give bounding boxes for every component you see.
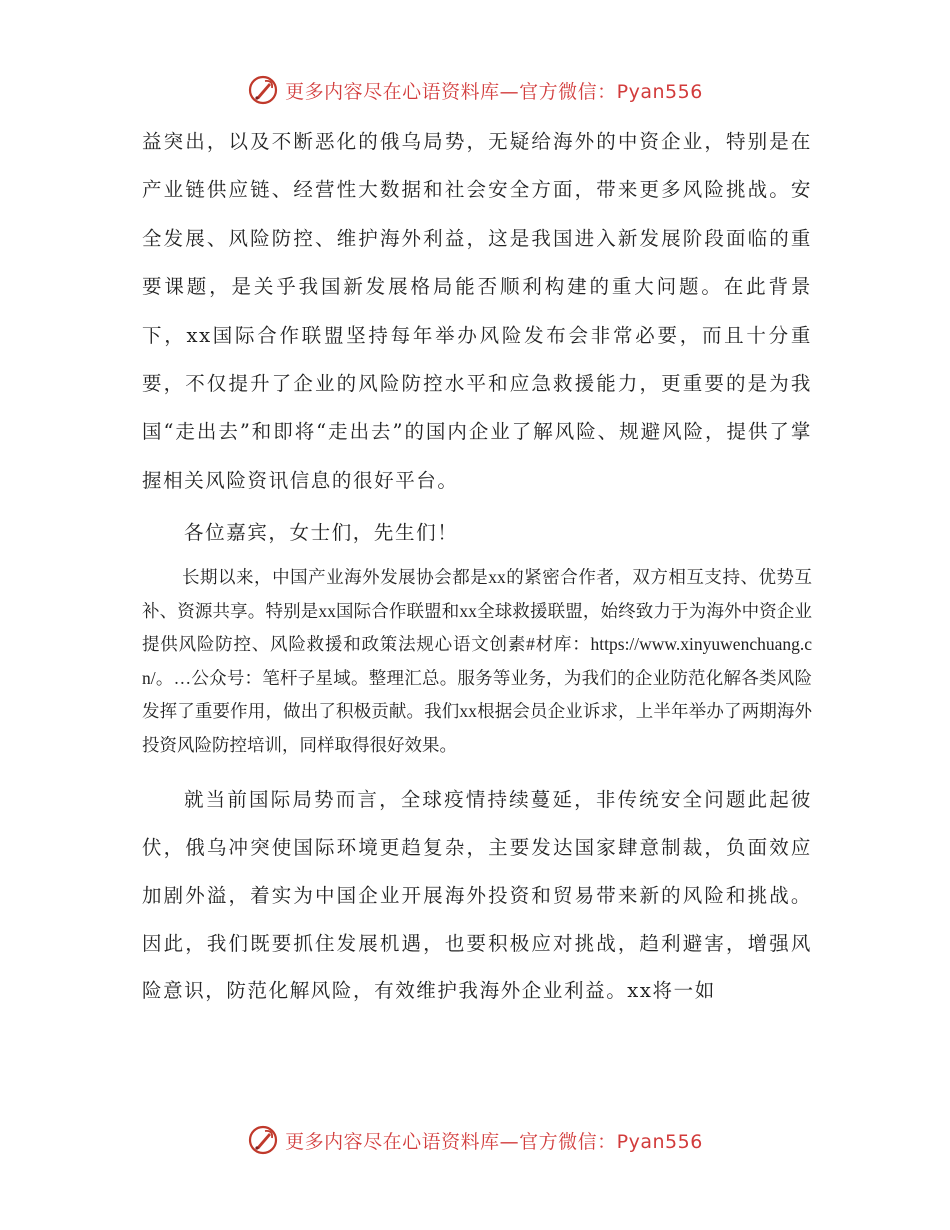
footer-watermark-banner — [0, 1120, 950, 1160]
watermark-text: 更多内容尽在心语资料库—官方微信：Pyan556 — [285, 80, 703, 103]
greeting-line: 各位嘉宾，女士们，先生们！ — [184, 521, 459, 545]
pen-feather-logo-icon — [247, 1124, 279, 1156]
pen-feather-logo-icon — [247, 74, 279, 106]
paragraph-international-situation: 就当前国际局势而言，全球疫情持续蔓延，非传统安全问题此起彼伏，俄乌冲突使国际环境更趋复杂，主要发达国家肆意制裁，负面效应加剧外溢，着实为中国企业开展海外投资和贸易带来新的风险和挑战。因此，我们既要抓住发展机遇，也要积极应对挑战，趋利避害，增强风险意识，防范化解风险，有效维护我海外企业利益。xx将一如 — [142, 788, 812, 1003]
document-body — [142, 118, 812, 1015]
paragraph-cooperation: 长期以来，中国产业海外发展协会都是xx的紧密合作者，双方相互支持、优势互补、资源共享。特别是xx国际合作联盟和xx全球救援联盟，始终致力于为海外中资企业提供风险防控、风险救援和政策法规心语文创素#材库：https://www.xinyuwenchuang.cn/。…公众号：笔杆子星域。整理汇总。服务等业务，为我们的企业防范化解各类风险发挥了重要作用，做出了积极贡献。我们xx根据会员企业诉求，上半年举办了两期海外投资风险防控培训，同样取得很好效果。 — [142, 567, 812, 755]
header-watermark-banner — [0, 70, 950, 110]
paragraph-risk-context: 益突出，以及不断恶化的俄乌局势，无疑给海外的中资企业，特别是在产业链供应链、经营性大数据和社会安全方面，带来更多风险挑战。安全发展、风险防控、维护海外利益，这是我国进入新发展阶段面临的重要课题，是关乎我国新发展格局能否顺利构建的重大问题。在此背景下，xx国际合作联盟坚持每年举办风险发布会非常必要，而且十分重要，不仅提升了企业的风险防控水平和应急救援能力，更重要的是为我国“走出去”和即将“走出去”的国内企业了解风险、规避风险，提供了掌握相关风险资讯信息的很好平台。 — [142, 130, 812, 492]
watermark-text: 更多内容尽在心语资料库—官方微信：Pyan556 — [285, 1130, 703, 1153]
